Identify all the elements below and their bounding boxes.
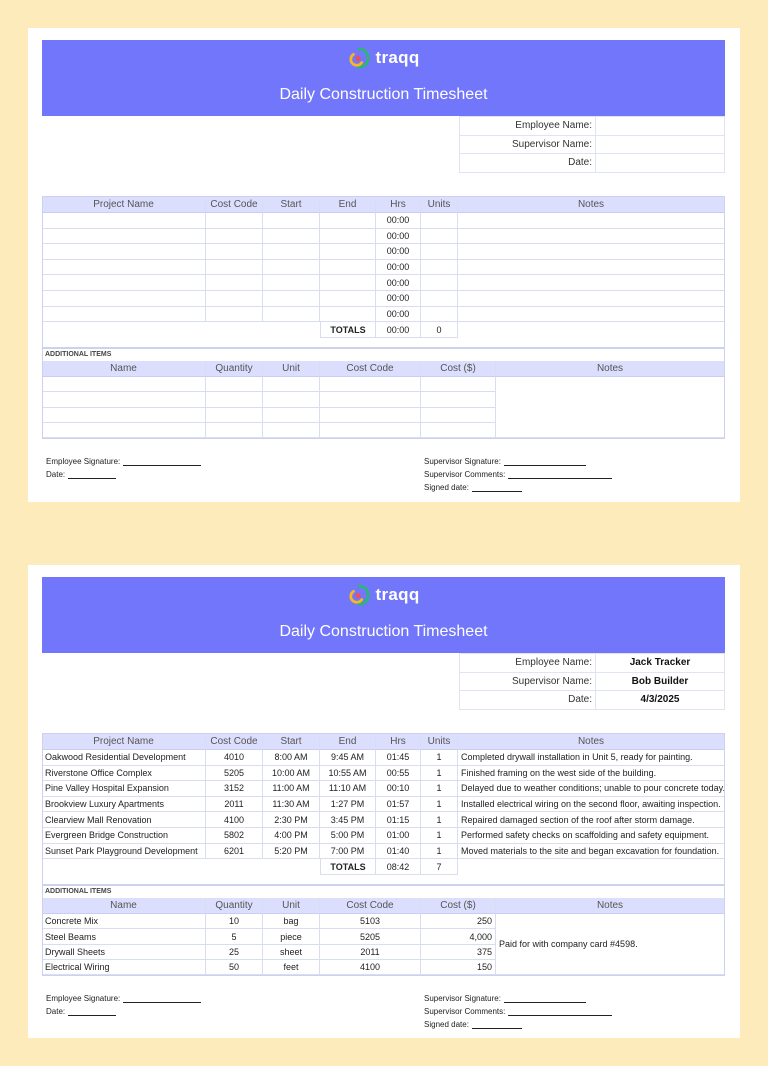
timesheet-page [28,28,740,502]
cell-name[interactable]: Concrete Mix [42,914,206,929]
cell-project-name[interactable] [42,213,206,229]
employee-name-field[interactable] [596,117,725,136]
cell-cost[interactable]: 375 [421,945,496,960]
cell-end[interactable]: 10:55 AM [320,766,376,782]
cell-quantity[interactable] [206,392,263,407]
cell-end[interactable] [320,244,376,260]
cell-end[interactable] [320,213,376,229]
cell-end[interactable]: 5:00 PM [320,828,376,844]
cell-notes[interactable] [458,291,725,307]
column-header-hrs: Hrs [376,733,421,750]
cell-end[interactable]: 9:45 AM [320,750,376,766]
cell-project-name[interactable] [42,307,206,323]
cell-cost-code[interactable] [320,377,421,392]
totals-hrs: 08:42 [376,859,421,875]
date-label: Date: [460,154,596,173]
cell-project-name[interactable] [42,291,206,307]
cell-project-name[interactable] [42,275,206,291]
signed-date-label: Signed date: [424,1020,469,1029]
column-header-name: Name [42,361,206,377]
table-row [42,914,496,929]
additional-table-header [42,898,725,914]
cell-start[interactable]: 11:00 AM [263,781,320,797]
totals-hrs: 00:00 [376,322,421,338]
page-title: Daily Construction Timesheet [279,623,488,640]
cell-hrs[interactable]: 01:45 [376,750,421,766]
cell-project-name[interactable]: Sunset Park Playground Development [42,844,206,860]
cell-quantity[interactable]: 50 [206,960,263,975]
column-header-project-name: Project Name [42,196,206,213]
signature-line [508,471,612,479]
cell-project-name[interactable] [42,260,206,276]
cell-cost[interactable] [421,377,496,392]
cell-cost-code[interactable]: 4100 [206,812,263,828]
cell-quantity[interactable] [206,377,263,392]
header-banner [42,40,725,116]
employee-signature-label: Employee Signature: [46,457,121,466]
cell-start[interactable] [263,229,320,245]
page-title: Daily Construction Timesheet [279,86,488,103]
signed-date-field[interactable] [424,1020,522,1029]
cell-cost-code[interactable]: 6201 [206,844,263,860]
column-header-cost-code: Cost Code [206,733,263,750]
table-row [42,797,725,813]
cell-cost-code[interactable] [206,291,263,307]
logo-text: traqq [375,585,420,604]
table-row [42,275,725,291]
cell-hrs[interactable]: 01:57 [376,797,421,813]
cell-name[interactable]: Electrical Wiring [42,960,206,975]
cell-unit[interactable] [263,408,320,423]
cell-start[interactable]: 11:30 AM [263,797,320,813]
table-row [42,213,725,229]
table-row [42,307,725,323]
logo [348,584,420,606]
cell-cost-code[interactable]: 2011 [206,797,263,813]
cell-end[interactable]: 1:27 PM [320,797,376,813]
table-row [42,408,496,423]
cell-cost-code[interactable] [206,275,263,291]
cell-cost[interactable] [421,408,496,423]
cell-units[interactable] [421,291,458,307]
cell-cost[interactable]: 4,000 [421,929,496,944]
cell-start[interactable]: 2:30 PM [263,812,320,828]
totals-label: TOTALS [320,322,376,338]
cell-start[interactable]: 10:00 AM [263,766,320,782]
table-row [42,423,496,438]
totals-row [320,322,458,338]
signature-line [504,995,586,1003]
cell-units[interactable]: 1 [421,844,458,860]
cell-cost-code[interactable] [206,229,263,245]
cell-name[interactable] [42,408,206,423]
signature-line [68,471,116,479]
column-header-end: End [320,733,376,750]
cell-hrs[interactable]: 00:00 [376,275,421,291]
cell-start[interactable] [263,291,320,307]
table-row [42,781,725,797]
supervisor-comments-label: Supervisor Comments: [424,470,506,479]
cell-start[interactable] [263,275,320,291]
cell-cost-code[interactable]: 2011 [320,945,421,960]
employee-date-field[interactable] [46,470,116,479]
cell-end[interactable]: 7:00 PM [320,844,376,860]
cell-units[interactable] [421,244,458,260]
info-table [459,116,725,173]
cell-project-name[interactable]: Riverstone Office Complex [42,766,206,782]
cell-project-name[interactable]: Oakwood Residential Development [42,750,206,766]
column-header-name: Name [42,898,206,914]
additional-table-header [42,361,725,377]
supervisor-signature-field[interactable] [424,457,586,466]
column-header-project-name: Project Name [42,733,206,750]
cell-units[interactable]: 1 [421,812,458,828]
totals-row [320,859,458,875]
totals-units: 7 [421,859,458,875]
column-header-cost: Cost ($) [421,898,496,914]
employee-signature-field[interactable] [46,994,201,1003]
cell-name[interactable]: Steel Beams [42,929,206,944]
supervisor-comments-label: Supervisor Comments: [424,1007,506,1016]
column-header-cost-code: Cost Code [206,196,263,213]
cell-hrs[interactable]: 00:00 [376,244,421,260]
cell-notes[interactable]: Finished framing on the west side of the building. [458,766,725,782]
cell-end[interactable] [320,275,376,291]
logo [348,47,420,69]
cell-end[interactable] [320,229,376,245]
additional-items-label: ADDITIONAL ITEMS [45,888,112,896]
employee-signature-field[interactable] [46,457,201,466]
signed-date-field[interactable] [424,483,522,492]
supervisor-name-field[interactable] [596,135,725,154]
cell-cost-code[interactable] [320,392,421,407]
cell-name[interactable] [42,423,206,438]
cell-cost-code[interactable]: 5205 [206,766,263,782]
table-row [42,229,725,245]
cell-cost-code[interactable]: 3152 [206,781,263,797]
cell-notes[interactable] [458,213,725,229]
cell-hrs[interactable]: 01:00 [376,828,421,844]
cell-hrs[interactable]: 00:55 [376,766,421,782]
cell-project-name[interactable] [42,229,206,245]
cell-quantity[interactable]: 10 [206,914,263,929]
cell-notes[interactable] [458,260,725,276]
supervisor-signature-label: Supervisor Signature: [424,457,501,466]
additional-items-label: ADDITIONAL ITEMS [45,351,112,359]
date-field[interactable] [596,154,725,173]
main-table-header [42,733,725,750]
cell-units[interactable] [421,275,458,291]
cell-units[interactable]: 1 [421,766,458,782]
cell-start[interactable]: 5:20 PM [263,844,320,860]
column-header-notes: Notes [496,361,725,377]
signed-date-label: Signed date: [424,483,469,492]
signature-line [68,1008,116,1016]
column-header-unit: Unit [263,898,320,914]
cell-end[interactable] [320,307,376,323]
header-banner [42,577,725,653]
cell-cost-code[interactable] [206,260,263,276]
cell-units[interactable] [421,229,458,245]
cell-project-name[interactable]: Clearview Mall Renovation [42,812,206,828]
cell-end[interactable]: 3:45 PM [320,812,376,828]
cell-hrs[interactable]: 00:00 [376,307,421,323]
column-header-quantity: Quantity [206,361,263,377]
cell-notes[interactable]: Installed electrical wiring on the second floor, awaiting inspection. [458,797,725,813]
cell-project-name[interactable]: Brookview Luxury Apartments [42,797,206,813]
supervisor-comments-field[interactable] [424,1007,612,1016]
table-row [42,929,496,944]
signature-line [123,995,201,1003]
supervisor-name-field[interactable]: Bob Builder [596,672,725,691]
cell-cost[interactable] [421,423,496,438]
column-header-quantity: Quantity [206,898,263,914]
cell-hrs[interactable]: 00:00 [376,291,421,307]
table-row [42,945,496,960]
column-header-cost: Cost ($) [421,361,496,377]
traqq-logo-icon [348,47,370,69]
cell-end[interactable] [320,291,376,307]
cell-hrs[interactable]: 00:10 [376,781,421,797]
employee-name-label: Employee Name: [460,654,596,673]
column-header-units: Units [421,196,458,213]
cell-cost-code[interactable] [320,423,421,438]
signature-line [508,1008,612,1016]
signature-line [472,484,522,492]
additional-notes-field[interactable] [496,377,725,438]
date-field[interactable]: 4/3/2025 [596,691,725,710]
column-header-notes: Notes [458,196,725,213]
table-row [42,291,725,307]
column-header-start: Start [263,733,320,750]
cell-units[interactable]: 1 [421,797,458,813]
cell-notes[interactable] [458,229,725,245]
table-row [42,828,725,844]
employee-name-label: Employee Name: [460,117,596,136]
cell-project-name[interactable] [42,244,206,260]
cell-units[interactable] [421,213,458,229]
cell-end[interactable] [320,260,376,276]
cell-quantity[interactable] [206,423,263,438]
cell-cost-code[interactable]: 5802 [206,828,263,844]
cell-notes[interactable]: Performed safety checks on scaffolding and safety equipment. [458,828,725,844]
column-header-cost-code: Cost Code [320,361,421,377]
cell-hrs[interactable]: 01:15 [376,812,421,828]
cell-notes[interactable]: Moved materials to the site and began excavation for foundation. [458,844,725,860]
totals-units: 0 [421,322,458,338]
cell-quantity[interactable]: 25 [206,945,263,960]
cell-cost-code[interactable]: 5205 [320,929,421,944]
column-header-notes: Notes [458,733,725,750]
table-row [42,260,725,276]
cell-hrs[interactable]: 01:40 [376,844,421,860]
cell-start[interactable] [263,307,320,323]
employee-date-field[interactable] [46,1007,116,1016]
supervisor-signature-field[interactable] [424,994,586,1003]
logo-text: traqq [375,48,420,67]
table-row [42,766,725,782]
supervisor-name-label: Supervisor Name: [460,672,596,691]
employee-signature-label: Employee Signature: [46,994,121,1003]
table-row [42,750,725,766]
column-header-unit: Unit [263,361,320,377]
column-header-hrs: Hrs [376,196,421,213]
signature-line [504,458,586,466]
cell-start[interactable] [263,244,320,260]
signature-line [472,1021,522,1029]
supervisor-name-label: Supervisor Name: [460,135,596,154]
cell-cost-code[interactable] [206,244,263,260]
cell-notes[interactable]: Repaired damaged section of the roof after storm damage. [458,812,725,828]
timesheet-page [28,565,740,1038]
cell-end[interactable]: 11:10 AM [320,781,376,797]
table-row [42,244,725,260]
info-table [459,653,725,710]
cell-units[interactable]: 1 [421,781,458,797]
employee-date-label: Date: [46,470,66,479]
table-row [42,377,496,392]
cell-cost-code[interactable] [320,408,421,423]
cell-unit[interactable]: sheet [263,945,320,960]
cell-unit[interactable] [263,377,320,392]
cell-start[interactable]: 8:00 AM [263,750,320,766]
cell-notes[interactable] [458,307,725,323]
cell-units[interactable]: 1 [421,750,458,766]
table-row [42,960,496,975]
cell-cost[interactable]: 150 [421,960,496,975]
cell-project-name[interactable]: Evergreen Bridge Construction [42,828,206,844]
cell-hrs[interactable]: 00:00 [376,260,421,276]
totals-label: TOTALS [320,859,376,875]
employee-name-field[interactable]: Jack Tracker [596,654,725,673]
cell-start[interactable] [263,213,320,229]
cell-unit[interactable] [263,392,320,407]
cell-cost-code[interactable]: 4100 [320,960,421,975]
cell-hrs[interactable]: 00:00 [376,213,421,229]
cell-cost-code[interactable]: 4010 [206,750,263,766]
cell-unit[interactable] [263,423,320,438]
cell-cost-code[interactable] [206,307,263,323]
table-row [42,844,725,860]
column-header-notes: Notes [496,898,725,914]
cell-units[interactable] [421,307,458,323]
cell-notes[interactable]: Completed drywall installation in Unit 5, ready for painting. [458,750,725,766]
cell-quantity[interactable]: 5 [206,929,263,944]
cell-units[interactable] [421,260,458,276]
cell-hrs[interactable]: 00:00 [376,229,421,245]
supervisor-comments-field[interactable] [424,470,612,479]
cell-unit[interactable]: feet [263,960,320,975]
column-header-units: Units [421,733,458,750]
column-header-end: End [320,196,376,213]
cell-notes[interactable] [458,244,725,260]
supervisor-signature-label: Supervisor Signature: [424,994,501,1003]
additional-notes-field[interactable]: Paid for with company card #4598. [496,914,725,975]
main-table-header [42,196,725,213]
column-header-start: Start [263,196,320,213]
cell-units[interactable]: 1 [421,828,458,844]
cell-quantity[interactable] [206,408,263,423]
cell-cost-code[interactable] [206,213,263,229]
table-row [42,392,496,407]
cell-name[interactable] [42,377,206,392]
cell-start[interactable]: 4:00 PM [263,828,320,844]
cell-cost-code[interactable]: 5103 [320,914,421,929]
table-row [42,812,725,828]
cell-cost[interactable] [421,392,496,407]
cell-start[interactable] [263,260,320,276]
signature-line [123,458,201,466]
cell-name[interactable]: Drywall Sheets [42,945,206,960]
column-header-cost-code: Cost Code [320,898,421,914]
cell-project-name[interactable]: Pine Valley Hospital Expansion [42,781,206,797]
cell-cost[interactable]: 250 [421,914,496,929]
date-label: Date: [460,691,596,710]
cell-notes[interactable]: Delayed due to weather conditions; unable to pour concrete today. [458,781,725,797]
cell-unit[interactable]: piece [263,929,320,944]
cell-notes[interactable] [458,275,725,291]
traqq-logo-icon [348,584,370,606]
cell-unit[interactable]: bag [263,914,320,929]
employee-date-label: Date: [46,1007,66,1016]
cell-name[interactable] [42,392,206,407]
